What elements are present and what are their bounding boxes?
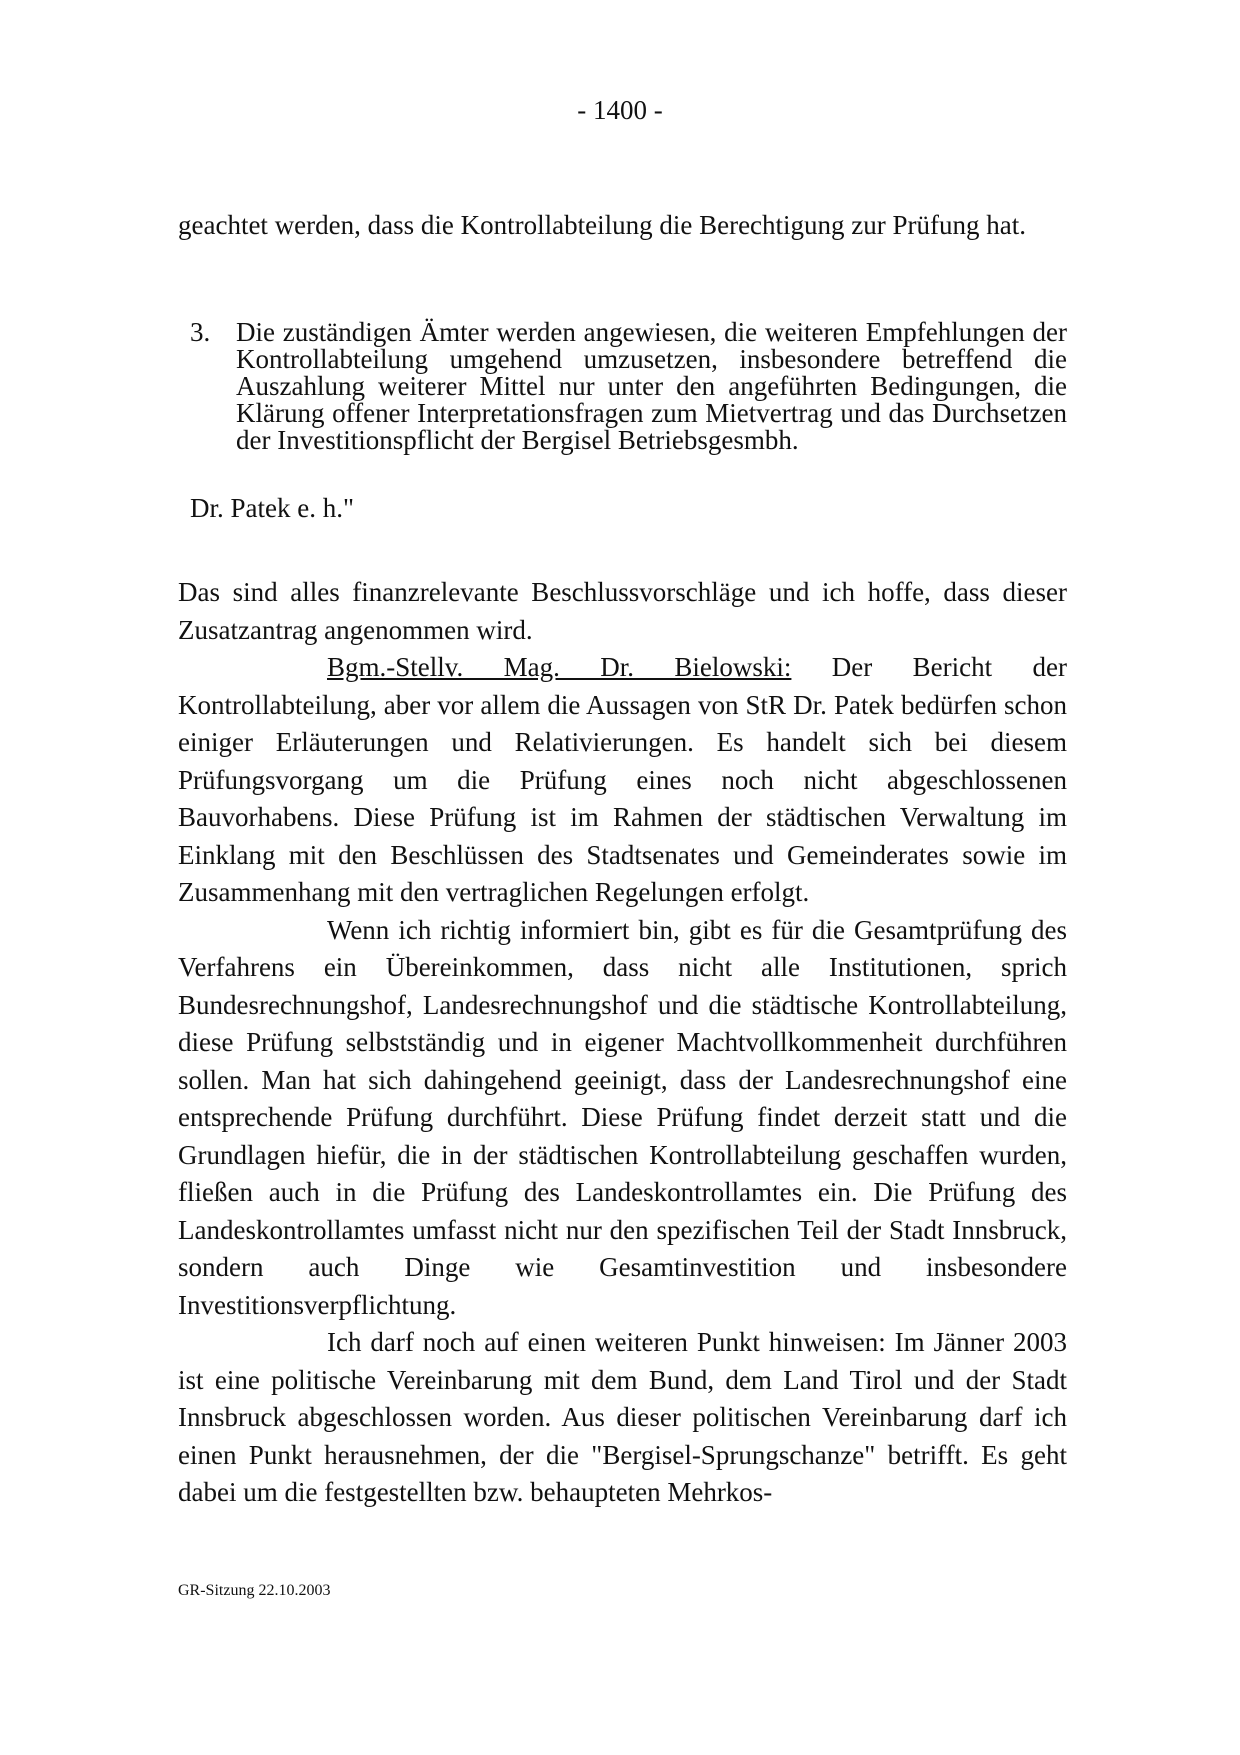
paragraph-1: Das sind alles finanzrelevante Beschlussvorschläge und ich hoffe, dass dieser Zusatzantrag angenommen wird.: [178, 577, 1067, 645]
main-text: [178, 574, 1067, 1512]
paragraph-4: Ich darf noch auf einen weiteren Punkt hinweisen: Im Jänner 2003 ist eine politische Vereinbarung mit dem Bund, dem Land Tirol und der Stadt Innsbruck abgeschlossen worden. Aus dieser politischen Vereinbarung darf ich einen Punkt herausnehmen, der die "Bergisel-Sprungschanze" betrifft. Es geht dabei um die festgestellten bzw. behaupteten Mehrkos-: [178, 1327, 1067, 1507]
quoted-motion-item: [190, 319, 1067, 454]
item-text: Die zuständigen Ämter werden angewiesen, die weiteren Empfehlungen der Kontrollabteilung umgehend umzusetzen, insbesondere betreffend die Auszahlung weiterer Mittel nur unter den angeführten Bedingungen, die Klärung offener Interpretationsfragen zum Mietvertrag und das Durchsetzen der Investitionspflicht der Bergisel Betriebsgesmbh.: [236, 317, 1067, 455]
paragraph-2-text: Der Bericht der Kontrollabteilung, aber vor allem die Aussagen von StR Dr. Patek bedürfen schon einiger Erläuterungen und Relativierungen. Es handelt sich bei diesem Prüfungsvorgang um die Prüfung eines noch nicht abgeschlossenen Bauvorhabens. Diese Prüfung ist im Rahmen der städtischen Verwaltung im Einklang mit den Beschlüssen des Stadtsenates und Gemeinderates sowie im Zusammenhang mit den vertraglichen Regelungen erfolgt.: [178, 652, 1068, 907]
paragraph-2: [178, 649, 1067, 912]
lead-paragraph: geachtet werden, dass die Kontrollabteilung die Berechtigung zur Prüfung hat.: [178, 210, 1026, 240]
paragraph-3: Wenn ich richtig informiert bin, gibt es für die Gesamtprüfung des Verfahrens ein Übereinkommen, dass nicht alle Institutionen, sprich Bundesrechnungshof, Landesrechnungshof und die städtische Kontrollabteilung, diese Prüfung selbstständig und in eigener Machtvollkommenheit durchführen sollen. Man hat sich dahingehend geeinigt, dass der Landesrechnungshof eine entsprechende Prüfung durchführt. Diese Prüfung findet derzeit statt und die Grundlagen hiefür, die in der städtischen Kontrollabteilung geschaffen wurden, fließen auch in die Prüfung des Landeskontrollamtes ein. Die Prüfung des Landeskontrollamtes umfasst nicht nur den spezifischen Teil der Stadt Innsbruck, sondern auch Dinge wie Gesamtinvestition und insbesondere Investitionsverpflichtung.: [178, 914, 1067, 1320]
motion-signature: Dr. Patek e. h.": [190, 493, 354, 523]
footer-session-date: GR-Sitzung 22.10.2003: [178, 1582, 331, 1599]
item-number: 3.: [190, 317, 211, 347]
speaker-name: Bgm.-Stellv. Mag. Dr. Bielowski:: [327, 652, 792, 682]
page-number: - 1400 -: [577, 95, 663, 125]
